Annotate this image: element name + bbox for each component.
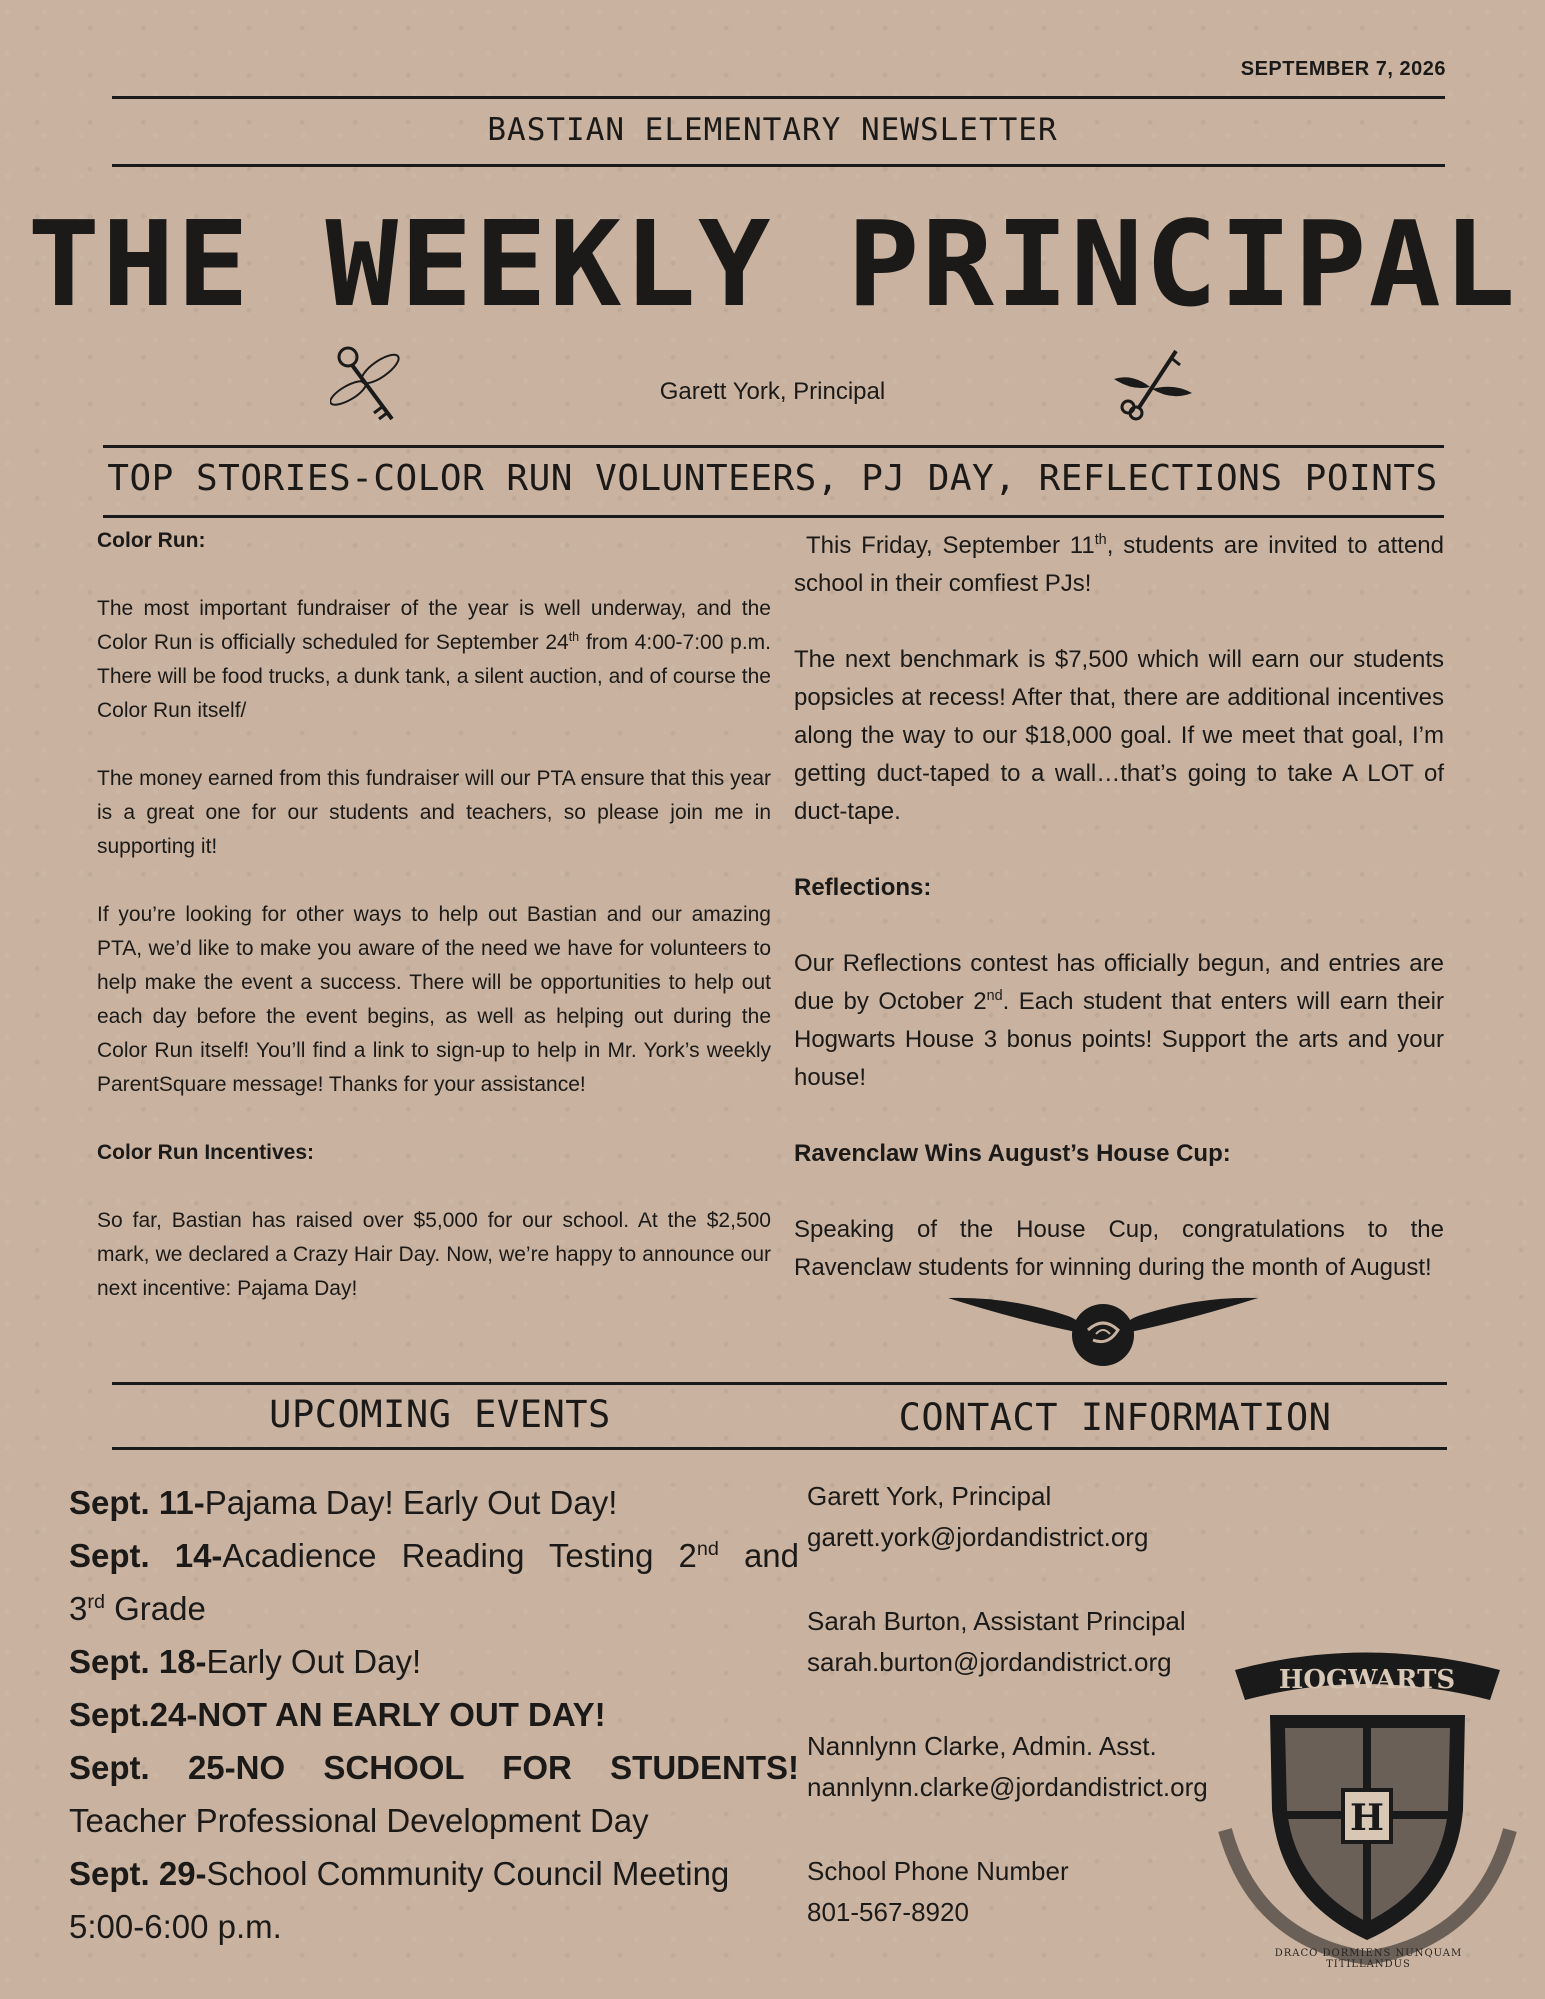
house-cup-heading: Ravenclaw Wins August’s House Cup: — [794, 1140, 1231, 1167]
phone-number[interactable]: 801-567-8920 — [807, 1897, 969, 1927]
contact-name: Sarah Burton, Assistant Principal — [807, 1606, 1186, 1636]
newsletter-label: BASTIAN ELEMENTARY NEWSLETTER — [487, 112, 1058, 148]
event-item: Sept. 18-Early Out Day! — [69, 1643, 422, 1680]
key-with-leaves-icon — [1112, 343, 1194, 425]
left-article-column — [97, 524, 771, 1306]
pj-day-paragraph: This Friday, September 11th, students are invited to attend school in their comfiest PJs! — [794, 532, 1444, 597]
color-run-paragraph-3: If you’re looking for other ways to help out Bastian and our amazing PTA, we’d like to make you aware of the need we have for volunteers to help make the event a success. There will be opportunities to help out each day before the event begins, as well as helping out during the Color Run itself! You’ll find a link to sign-up to help in Mr. York’s weekly ParentSquare message! Thanks for your assistance! — [97, 903, 771, 1096]
incentives-heading: Color Run Incentives: — [97, 1141, 315, 1164]
contact-email[interactable]: sarah.burton@jordandistrict.org — [807, 1647, 1172, 1677]
crest-banner-text: HOGWARTS — [1278, 1665, 1456, 1695]
right-article-column — [794, 527, 1444, 1287]
color-run-paragraph-1: The most important fundraiser of the year is well underway, and the Color Run is officially scheduled for September 24th from 4:00-7:00 p.m. There will be food trucks, a dunk tank, a silent auction, and of course the Color Run itself/ — [97, 597, 771, 722]
bottom-rule-top — [112, 1382, 1447, 1385]
color-run-paragraph-2: The money earned from this fundraiser will our PTA ensure that this year is a great one for our students and teachers, so please join me in supporting it! — [97, 767, 771, 858]
event-item: Sept. 29-School Community Council Meeting — [69, 1855, 730, 1892]
bottom-rule-bottom — [112, 1447, 1447, 1450]
crest-letter: H — [1349, 1797, 1385, 1839]
event-item: Sept. 14-Acadience Reading Testing 2nd and — [69, 1537, 800, 1574]
contact-information-heading: CONTACT INFORMATION — [898, 1396, 1332, 1439]
issue-date: SEPTEMBER 7, 2026 — [1240, 58, 1446, 80]
contact-name: Garett York, Principal — [807, 1481, 1052, 1511]
contact-email[interactable]: garett.york@jordandistrict.org — [807, 1522, 1149, 1552]
event-item: Sept.24-NOT AN EARLY OUT DAY! — [69, 1696, 606, 1733]
event-item-continued: 3rd Grade — [69, 1590, 206, 1627]
hogwarts-crest-icon — [1215, 1640, 1520, 1965]
masthead-title: THE WEEKLY PRINCIPAL — [27, 195, 1518, 333]
contact-email[interactable]: nannlynn.clarke@jordandistrict.org — [807, 1772, 1208, 1802]
event-item: Sept. 25-NO SCHOOL FOR STUDENTS! — [69, 1749, 799, 1786]
incentives-paragraph: So far, Bastian has raised over $5,000 for our school. At the $2,500 mark, we declared a Crazy Hair Day. Now, we’re happy to announce our next incentive: Pajama Day! — [97, 1209, 771, 1300]
banner-rule-bottom — [103, 515, 1444, 518]
contact-name: Nannlynn Clarke, Admin. Asst. — [807, 1731, 1157, 1761]
top-stories-banner: TOP STORIES-COLOR RUN VOLUNTEERS, PJ DAY, REFLECTIONS POINTS — [107, 458, 1438, 499]
event-item-continued: Teacher Professional Development Day — [69, 1802, 649, 1839]
benchmark-paragraph: The next benchmark is $7,500 which will earn our students popsicles at recess! After that, there are additional incentives along the way to our $18,000 goal. If we meet that goal, I’m getting duct-taped to a wall…that’s going to take A LOT of duct-tape. — [794, 646, 1444, 825]
event-item-continued: 5:00-6:00 p.m. — [69, 1908, 282, 1945]
reflections-paragraph: Our Reflections contest has officially begun, and entries are due by October 2nd. Each student that enters will earn their Hogwarts House 3 bonus points! Support the arts and your house! — [794, 950, 1444, 1091]
crest-motto: DRACO DORMIENS NUNQUAM TITILLANDUS — [1274, 1948, 1463, 1970]
header-rule-top — [112, 96, 1445, 99]
event-item: Sept. 11-Pajama Day! Early Out Day! — [69, 1484, 618, 1521]
principal-byline: Garett York, Principal — [659, 378, 886, 405]
banner-rule-top — [103, 445, 1444, 448]
phone-label: School Phone Number — [807, 1856, 1069, 1886]
golden-snitch-icon — [948, 1290, 1258, 1370]
upcoming-events-heading: UPCOMING EVENTS — [269, 1393, 611, 1436]
upcoming-events-list — [69, 1476, 799, 1953]
color-run-heading: Color Run: — [97, 529, 206, 552]
house-cup-paragraph: Speaking of the House Cup, congratulations to the Ravenclaw students for winning during the month of August! — [794, 1216, 1444, 1281]
header-rule-bottom — [112, 164, 1445, 167]
reflections-heading: Reflections: — [794, 874, 932, 901]
